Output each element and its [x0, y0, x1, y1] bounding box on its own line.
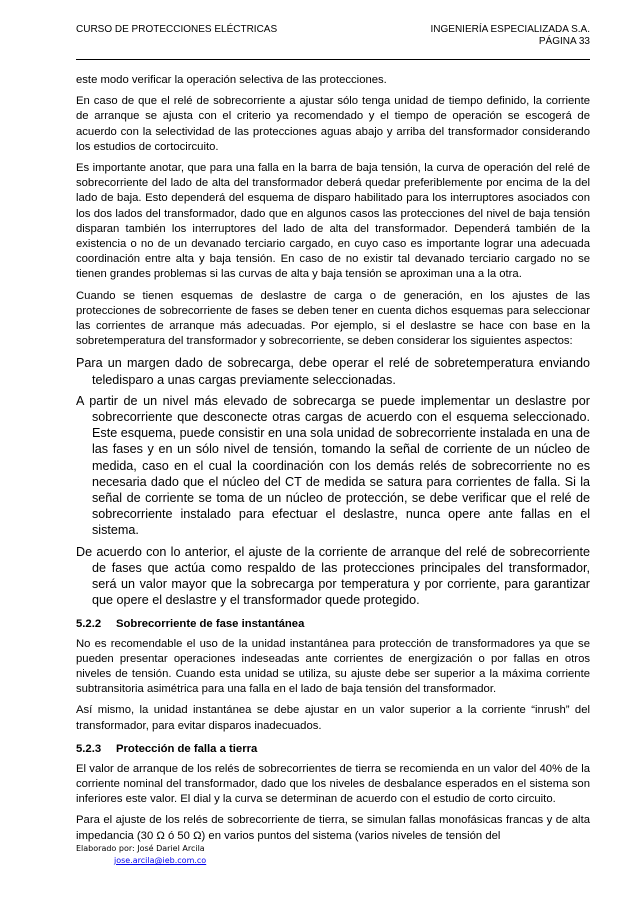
paragraph: Así mismo, la unidad instantánea se debe ajustar en un valor superior a la corriente “inrush” del transformador, para evitar disparos inadecuados.: [76, 704, 590, 732]
footer-email-link[interactable]: jose.arcila@ieb.com.co: [114, 856, 207, 865]
list-item: Para un margen dado de sobrecarga, debe operar el relé de sobretemperatura enviando teledisparo a unas cargas previamente seleccionadas.: [76, 356, 590, 387]
course-title: CURSO DE PROTECCIONES ELÉCTRICAS: [76, 24, 278, 35]
paragraph: No es recomendable el uso de la unidad instantánea para protección de transformadores ya que se pueden presentar operaciones indeseadas ante corrientes de energización o por fallas en otros niveles de tensión. Cuando esta unidad se utiliza, su ajuste debe ser superior a la máxima corriente subtransitoria asimétrica para una falla en el lado de baja tensión del transformador.: [76, 637, 590, 696]
page-number: PÁGINA 33: [538, 36, 590, 47]
paragraph: En caso de que el relé de sobrecorriente a ajustar sólo tenga unidad de tiempo definido, la corriente de arranque se ajusta con el criterio ya recomendado y el tiempo de operación se escogerá de acuerdo con la selectividad de las protecciones aguas abajo y arriba del transformador considerando los estudios de cortocircuito.: [76, 95, 590, 153]
paragraph: Cuando se tienen esquemas de deslastre de carga o de generación, en los ajustes de las protecciones de sobrecorriente de fases se deben tener en cuenta dichos esquemas para seleccionar las corrientes de arranque más adecuadas. Por ejemplo, si el deslastre se hace con base en la sobretemperatura del transformador y sobrecorriente, se deben considerar los siguientes aspectos:: [76, 289, 590, 348]
section-title: Sobrecorriente de fase instantánea: [116, 617, 305, 630]
section-number: 5.2.2: [76, 617, 102, 630]
paragraph: este modo verificar la operación selectiva de las protecciones.: [76, 74, 387, 86]
list-item: De acuerdo con lo anterior, el ajuste de la corriente de arranque del relé de sobrecorriente de fases que actúa como respaldo de las protecciones principales del transformador, será un valor mayor que la sobrecarga por temperatura y por corriente, para garantizar que opere el deslastre y el transformador quede protegido.: [76, 544, 590, 608]
page-footer: [76, 843, 206, 867]
section-heading-5-2-2: [76, 617, 590, 631]
paragraph: Para el ajuste de los relés de sobrecorriente de tierra, se simulan fallas monofásicas francas y de alta impedancia (30 Ω ó 50 Ω) en varios puntos del sistema (varios niveles de tensión del: [76, 814, 590, 842]
list-item: A partir de un nivel más elevado de sobrecarga se puede implementar un deslastre por sobrecorriente que desconecte otras cargas de acuerdo con el esquema seleccionado. Este esquema, puede consistir en una sola unidad de sobrecorriente instalada en una de las fases y en un sólo nivel de tensión, tomando la señal de corriente de un núcleo de medida, caso en el cual la coordinación con los demás relés de sobrecorriente no es necesaria dado que el núcleo del CT de medida se satura para corrientes de falla. Si la señal de corriente se toma de un núcleo de protección, se debe verificar que el relé de sobrecorriente instalado para efectuar el deslastre, nunca opere ante fallas en el sistema.: [76, 393, 590, 538]
paragraph: Es importante anotar, que para una falla en la barra de baja tensión, la curva de operación del relé de sobrecorriente del lado de alta del transformador deberá quedar preferiblemente por encima de la del lado de baja. Esto dependerá del esquema de disparo habilitado para los interruptores asociados con los dos lados del transformador, dado que en algunos casos las protecciones del nivel de baja tensión disparan también los interruptores del lado de alta del transformador. Dependerá también de la existencia o no de un devanado terciario cargado, en cuyo caso es importante lograr una adecuada coordinación entre alta y baja tensión. En caso de no existir tal devanado terciario cargado no se tienen grandes problemas si las curvas de alta y baja tensión se aproximan una a la otra.: [76, 162, 590, 281]
footer-author: Elaborado por: José Dariel Arcila: [76, 844, 205, 853]
company-block: [431, 24, 591, 48]
company-name: INGENIERÍA ESPECIALIZADA S.A.: [430, 24, 590, 35]
section-heading-5-2-3: [76, 742, 590, 756]
section-number: 5.2.3: [76, 742, 102, 755]
header-divider: [76, 59, 590, 60]
section-title: Protección de falla a tierra: [116, 742, 258, 755]
page-body: [76, 73, 590, 850]
paragraph: El valor de arranque de los relés de sobrecorrientes de tierra se recomienda en un valor del 40% de la corriente nominal del transformador, dado que los niveles de desbalance esperados en el sistema son inferiores este valor. El dial y la curva se determinan de acuerdo con el estudio de corto circuito.: [76, 762, 590, 806]
